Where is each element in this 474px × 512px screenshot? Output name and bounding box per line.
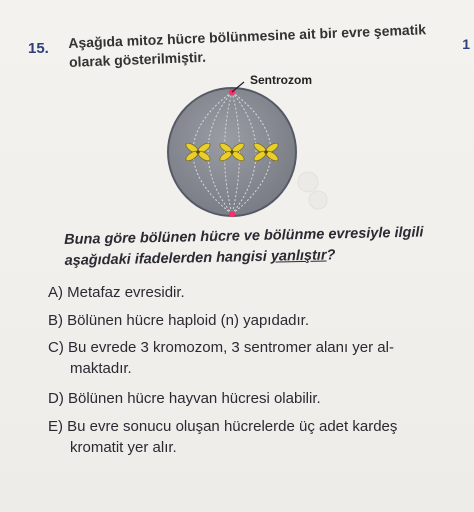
show-through-circle: [298, 172, 318, 192]
option-d[interactable]: [48, 388, 458, 409]
option-e-text-line2: kromatit yer alır.: [70, 439, 177, 456]
option-b-label: B): [48, 312, 63, 329]
option-a[interactable]: [48, 282, 458, 303]
question-stem-line1: Aşağıda mitoz hücre bölünmesine ait bir evre şematik: [68, 21, 427, 51]
sentrozom-label: Sentrozom: [250, 73, 313, 87]
centromere: [230, 150, 234, 154]
question-number: 15.: [28, 40, 49, 57]
prompt-keyword-underlined: yanlıştır: [270, 247, 327, 265]
option-a-text: Metafaz evresidir.: [67, 284, 185, 301]
option-b[interactable]: [48, 310, 458, 331]
option-c[interactable]: [48, 337, 458, 379]
option-c-label: C): [48, 339, 64, 356]
question-stem-line2: olarak gösterilmiştir.: [68, 48, 207, 70]
show-through-circle: [309, 191, 327, 209]
metaphase-cell-diagram: [140, 70, 340, 230]
option-e[interactable]: [48, 416, 458, 458]
question-stem: [68, 19, 459, 72]
question-prompt: [64, 222, 465, 272]
prompt-line2-pre: aşağıdaki ifadelerden hangisi: [64, 248, 272, 269]
prompt-line2-post: ?: [326, 247, 336, 264]
option-b-text: Bölünen hücre haploid (n) yapıdadır.: [67, 312, 310, 329]
page-edge-number: 1: [462, 36, 470, 52]
option-e-text-line1: Bu evre sonucu oluşan hücrelerde üç adet kardeş: [67, 418, 398, 435]
option-c-text-line1: Bu evrede 3 kromozom, 3 sentromer alanı yer al-: [68, 339, 394, 356]
centromere: [264, 150, 268, 154]
centromere: [196, 150, 200, 154]
prompt-line1: Buna göre bölünen hücre ve bölünme evresiyle ilgili: [64, 224, 424, 248]
option-d-label: D): [48, 390, 64, 407]
option-e-label: E): [48, 418, 63, 435]
option-c-text-line2: maktadır.: [70, 360, 132, 377]
option-d-text: Bölünen hücre hayvan hücresi olabilir.: [68, 390, 321, 407]
option-a-label: A): [48, 284, 63, 301]
centrosome-bottom: [229, 211, 235, 217]
